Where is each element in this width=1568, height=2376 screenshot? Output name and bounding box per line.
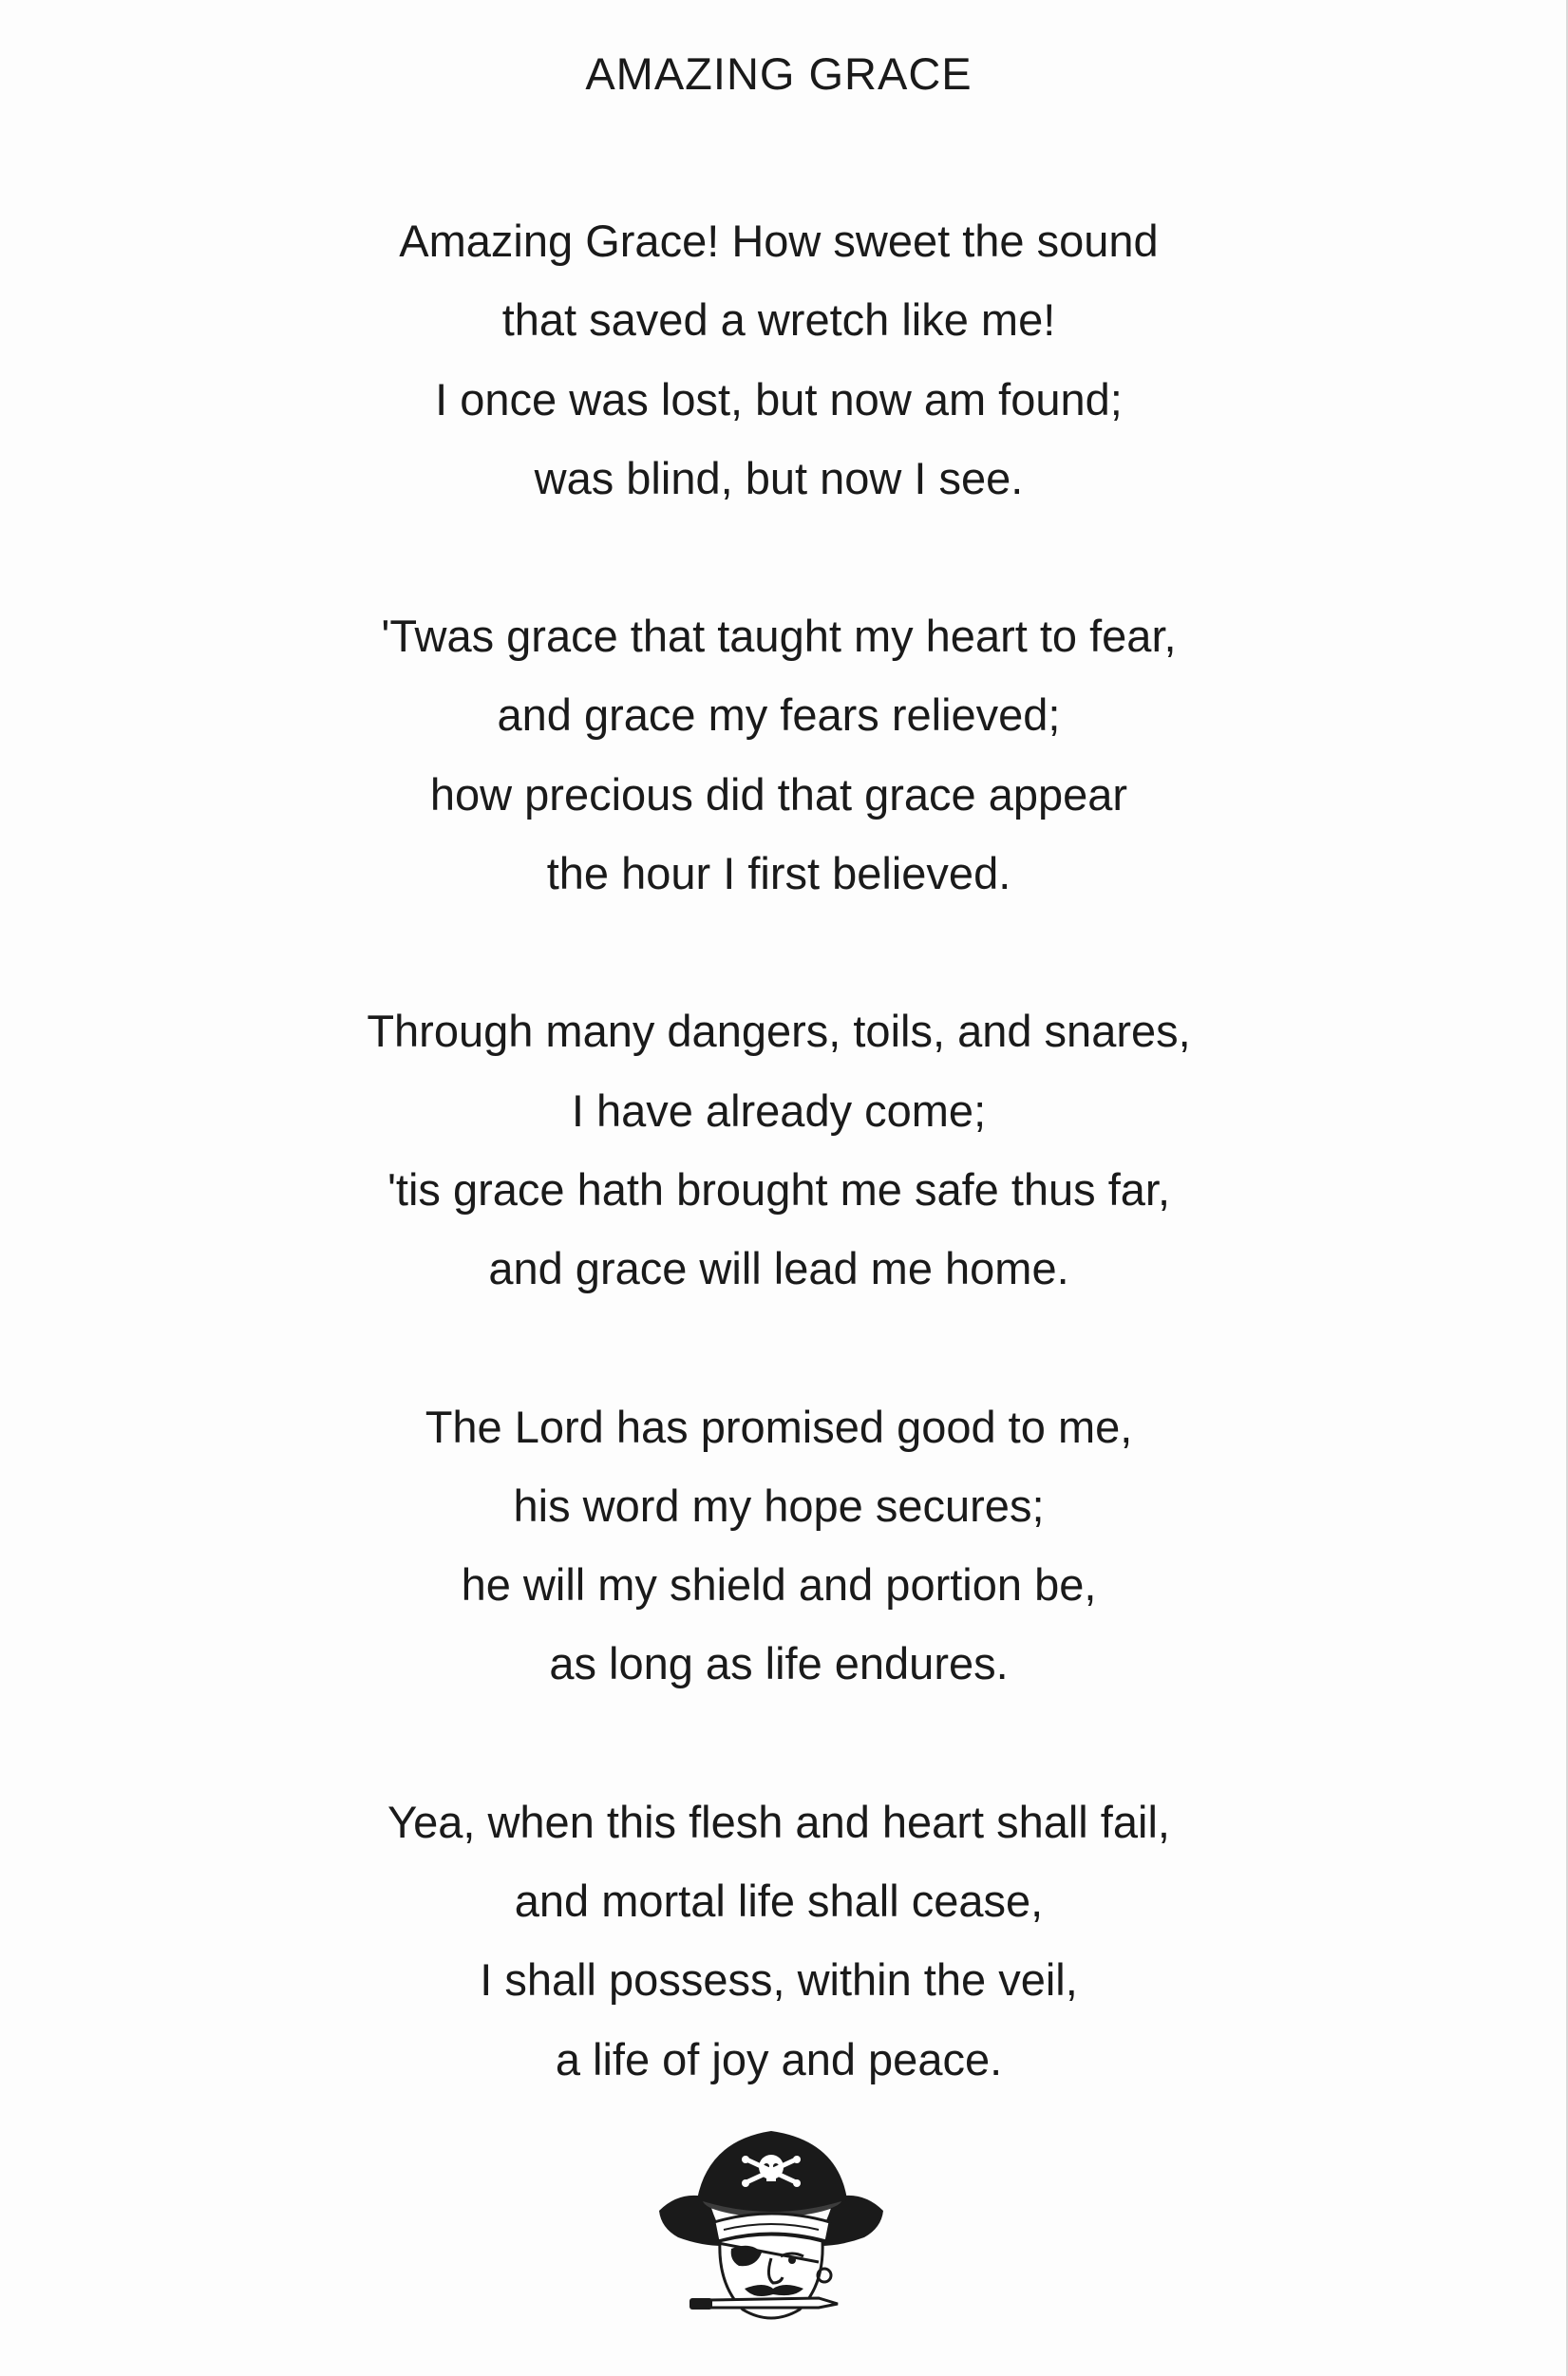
verse-line: 'Twas grace that taught my heart to fear, bbox=[381, 611, 1177, 662]
verse-line: Yea, when this flesh and heart shall fail, bbox=[387, 1796, 1170, 1847]
verse-line: and grace my fears relieved; bbox=[497, 689, 1061, 741]
verse-line: 'tis grace hath brought me safe thus far, bbox=[387, 1163, 1171, 1215]
stanza-5 bbox=[0, 1782, 1558, 2099]
verse-line: The Lord has promised good to me, bbox=[425, 1401, 1133, 1452]
stanza-1 bbox=[0, 201, 1558, 518]
stanza-4 bbox=[0, 1387, 1558, 1704]
verse-line: I have already come; bbox=[571, 1084, 987, 1136]
verse-line: the hour I first believed. bbox=[546, 848, 1011, 899]
stanza-2 bbox=[0, 596, 1558, 913]
verse-line: he will my shield and portion be, bbox=[461, 1559, 1097, 1611]
verse-line: and mortal life shall cease, bbox=[514, 1876, 1044, 1927]
verse-line: a life of joy and peace. bbox=[555, 2033, 1003, 2084]
verse-line: his word my hope secures; bbox=[513, 1480, 1045, 1531]
verse-line: Through many dangers, toils, and snares, bbox=[367, 1006, 1191, 1057]
verse-line: I once was lost, but now am found; bbox=[435, 373, 1123, 424]
verse-line: Amazing Grace! How sweet the sound bbox=[399, 216, 1159, 266]
stanza-3 bbox=[0, 991, 1558, 1308]
verse-line: how precious did that grace appear bbox=[429, 768, 1128, 820]
pirate-head-icon bbox=[652, 2123, 891, 2332]
hymn-verses bbox=[0, 201, 1558, 2178]
verse-line: that saved a wretch like me! bbox=[501, 294, 1056, 346]
verse-line: was blind, but now I see. bbox=[534, 452, 1024, 503]
verse-line: and grace will lead me home. bbox=[488, 1243, 1069, 1294]
page-title: AMAZING GRACE bbox=[585, 48, 973, 99]
verse-line: as long as life endures. bbox=[549, 1638, 1009, 1689]
verse-line: I shall possess, within the veil, bbox=[480, 1954, 1078, 2006]
